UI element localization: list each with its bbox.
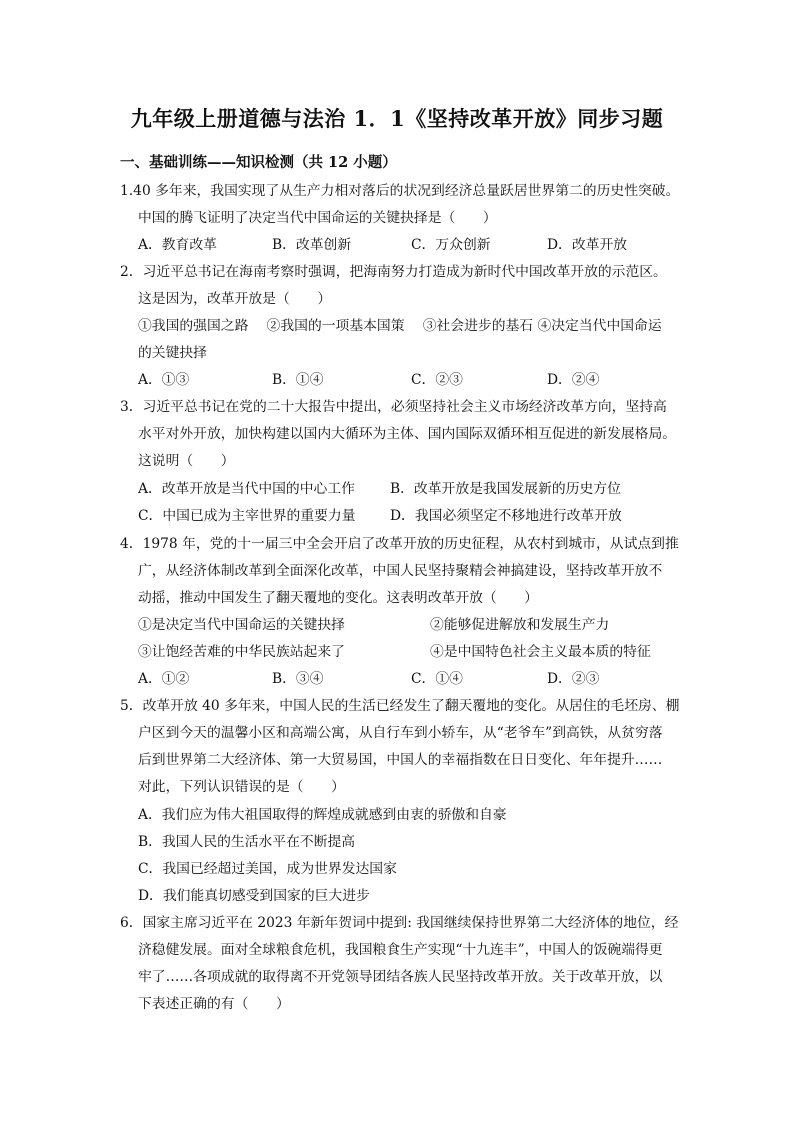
question-5-option-a: A．我们应为伟大祖国取得的辉煌成就感到由衷的骄傲和自豪 bbox=[138, 807, 507, 823]
question-2-line-4: 的关键抉择 bbox=[138, 345, 207, 361]
question-2-line-1: 2．习近平总书记在海南考察时强调，把海南努力打造成为新时代中国改革开放的示范区。 bbox=[120, 264, 667, 280]
question-6-line-2: 济稳健发展。面对全球粮食危机，我国粮食生产实现“十九连丰”，中国人的饭碗端得更 bbox=[138, 942, 663, 958]
question-3-line-2: 水平对外开放，加快构建以国内大循环为主体、国内国际双循环相互促进的新发展格局。 bbox=[138, 426, 677, 442]
question-3-option-b: B．改革开放是我国发展新的历史方位 bbox=[390, 481, 621, 497]
document-title: 九年级上册道德与法治 1．1《坚持改革开放》同步习题 bbox=[130, 106, 664, 131]
question-6-line-1: 6．国家主席习近平在 2023 年新年贺词中提到: 我国继续保持世界第二大经济体的地位，经 bbox=[120, 915, 679, 931]
question-4-statement-1: ①是决定当代中国命运的关键抉择 bbox=[138, 617, 345, 633]
question-4-option-d: D．②③ bbox=[547, 671, 600, 687]
question-5-line-2: 户区到今天的温馨小区和高端公寓，从自行车到小轿车，从“老爷车”到高铁，从贫穷落 bbox=[138, 725, 663, 741]
question-4-statement-2: ②能够促进解放和发展生产力 bbox=[430, 617, 610, 633]
question-1-option-d: D．改革开放 bbox=[547, 237, 628, 253]
section-heading: 一、基础训练——知识检测（共 12 小题） bbox=[120, 154, 397, 171]
question-4-line-3: 动摇，推动中国发生了翻天覆地的变化。这表明改革开放（ ） bbox=[138, 590, 539, 606]
question-4-line-1: 4．1978 年，党的十一届三中全会开启了改革开放的历史征程，从农村到城市，从试点到推 bbox=[120, 536, 679, 552]
question-1-option-c: C．万众创新 bbox=[411, 237, 491, 253]
question-2-option-b: B．①④ bbox=[272, 372, 324, 388]
question-1-option-b: B．改革创新 bbox=[272, 237, 352, 253]
question-2-option-d: D．②④ bbox=[547, 372, 600, 388]
question-2-line-2: 这是因为，改革开放是（ ） bbox=[138, 291, 332, 307]
question-5-option-c: C．我国已经超过美国，成为世界发达国家 bbox=[138, 861, 397, 877]
question-2-option-c: C．②③ bbox=[411, 372, 463, 388]
question-1-line-2: 中国的腾飞证明了决定当代中国命运的关键抉择是（ ） bbox=[138, 210, 497, 226]
question-3-line-3: 这说明（ ） bbox=[138, 453, 235, 469]
question-5-option-d: D．我们能真切感受到国家的巨大进步 bbox=[138, 888, 370, 904]
question-4-option-c: C．①④ bbox=[411, 671, 463, 687]
question-4-option-a: A．①② bbox=[138, 671, 190, 687]
question-3-option-c: C．中国已成为主宰世界的重要力量 bbox=[138, 508, 356, 524]
question-5-option-b: B．我国人民的生活水平在不断提高 bbox=[138, 834, 356, 850]
question-5-line-3: 后到世界第二大经济体、第一大贸易国，中国人的幸福指数在日日变化、年年提升…… bbox=[138, 752, 663, 768]
question-6-line-4: 下表述正确的有（ ） bbox=[138, 996, 290, 1012]
question-6-line-3: 牢了……各项成就的取得离不开党领导团结各族人民坚持改革开放。关于改革开放，以 bbox=[138, 969, 663, 985]
question-3-line-1: 3．习近平总书记在党的二十大报告中提出，必须坚持社会主义市场经济改革方向，坚持高 bbox=[120, 399, 667, 415]
question-4-option-b: B．③④ bbox=[272, 671, 324, 687]
question-2-line-3: ①我国的强国之路 ②我国的一项基本国策 ③社会进步的基石 ④决定当代中国命运 bbox=[138, 318, 662, 334]
question-1-line-1: 1.40 多年来，我国实现了从生产力相对落后的状况到经济总量跃居世界第二的历史性突破。 bbox=[120, 183, 680, 199]
question-4-line-2: 广，从经济体制改革到全面深化改革，中国人民坚持聚精会神搞建设，坚持改革开放不 bbox=[138, 563, 663, 579]
question-3-option-d: D．我国必须坚定不移地进行改革开放 bbox=[390, 508, 622, 524]
question-1-option-a: A．教育改革 bbox=[138, 237, 217, 253]
question-5-line-1: 5．改革开放 40 多年来，中国人民的生活已经发生了翻天覆地的变化。从居住的毛坯房、棚 bbox=[120, 698, 680, 714]
question-4-statement-3: ③让饱经苦难的中华民族站起来了 bbox=[138, 644, 345, 660]
question-4-statement-4: ④是中国特色社会主义最本质的特征 bbox=[430, 644, 651, 660]
question-3-option-a: A．改革开放是当代中国的中心工作 bbox=[138, 481, 355, 497]
question-5-line-4: 对此，下列认识错误的是（ ） bbox=[138, 779, 345, 795]
question-2-option-a: A．①③ bbox=[138, 372, 190, 388]
